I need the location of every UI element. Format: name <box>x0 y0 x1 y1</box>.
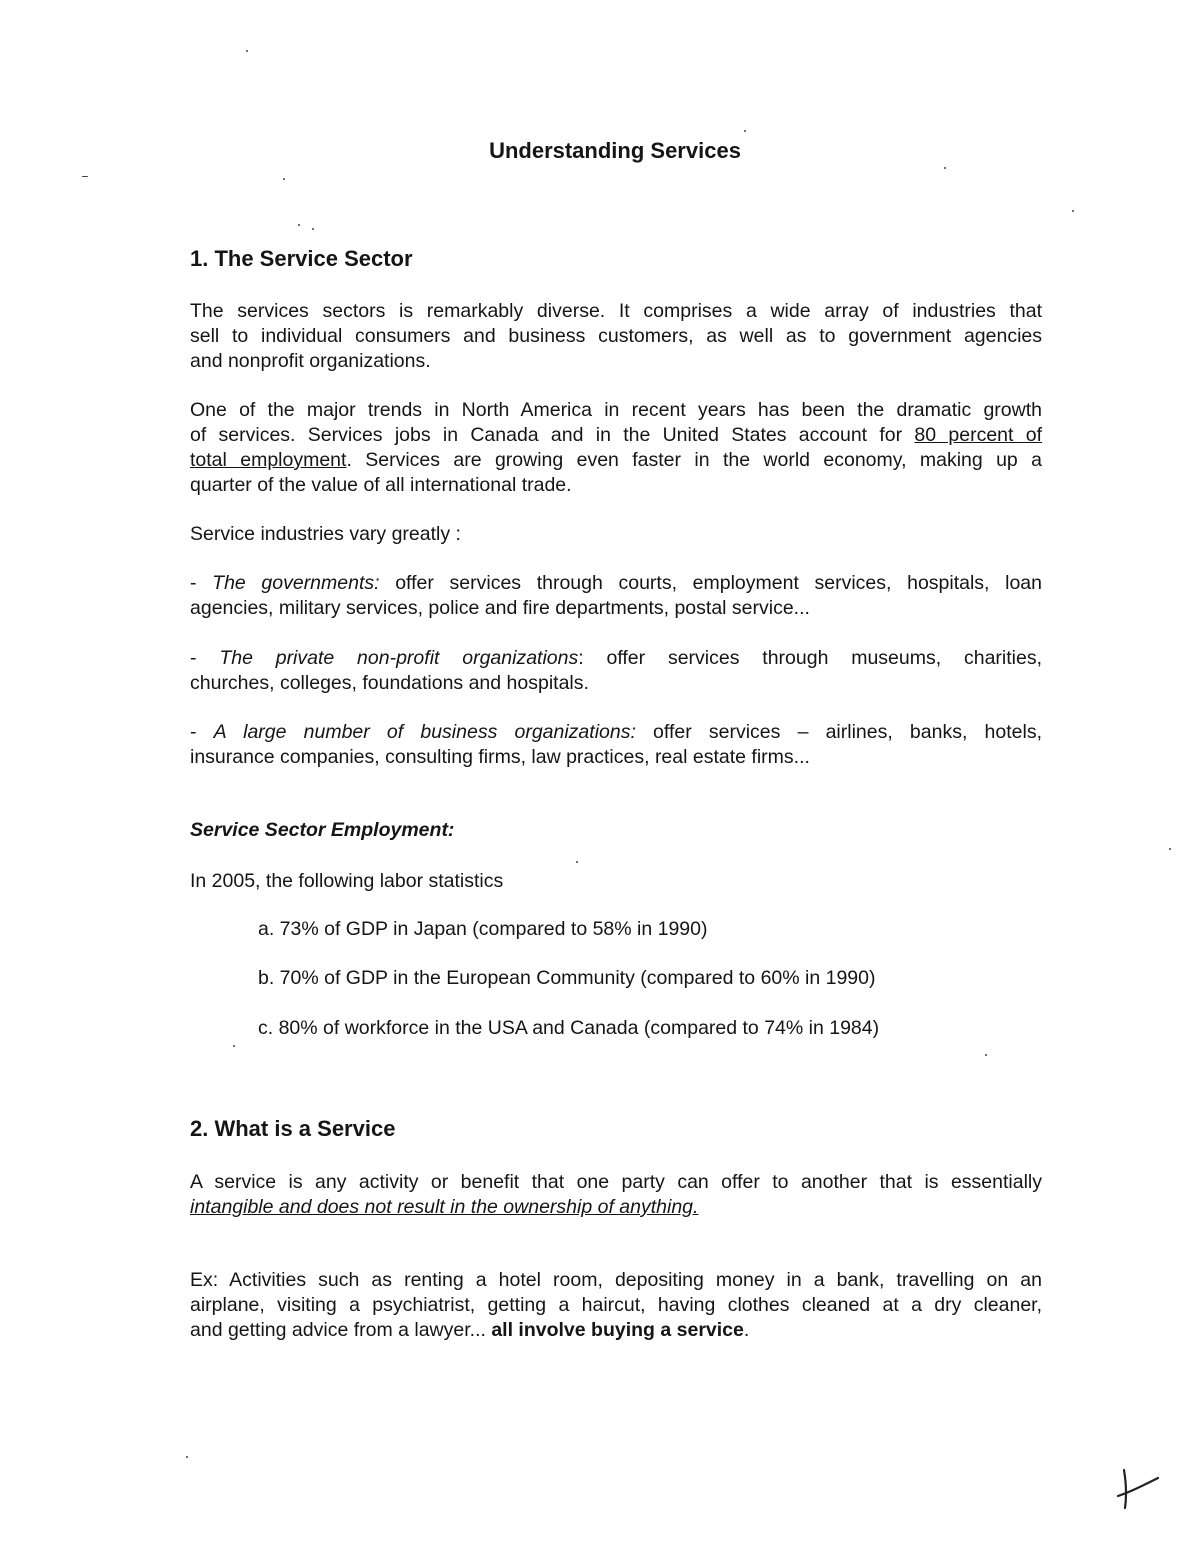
list-item: a. 73% of GDP in Japan (compared to 58% in 1990) <box>258 918 708 940</box>
text-line <box>190 1195 1042 1220</box>
bold-text: all involve buying a service <box>491 1319 744 1341</box>
text-segment: : offer services through museums, charities, <box>578 647 1042 669</box>
text-line <box>190 448 1042 473</box>
scan-speck <box>744 130 746 132</box>
paragraph-industries-vary: Service industries vary greatly : <box>190 523 461 545</box>
text-line: insurance companies, consulting firms, law practices, real estate firms... <box>190 746 810 768</box>
italic-lead: The private non-profit organizations <box>219 647 579 669</box>
text-segment: offer services – airlines, banks, hotels, <box>635 721 1042 743</box>
handwritten-checkmark <box>1112 1464 1162 1514</box>
text-line: quarter of the value of all international trade. <box>190 474 572 496</box>
paragraph-examples <box>190 1268 1042 1343</box>
list-item: c. 80% of workforce in the USA and Canada (compared to 74% in 1984) <box>258 1017 880 1039</box>
scan-speck <box>82 176 88 177</box>
paragraph-definition <box>190 1170 1042 1220</box>
text-line: - The governments: offer services through courts, employment services, hospitals, loan <box>190 572 1042 594</box>
page-title: Understanding Services <box>489 138 741 163</box>
text-line: churches, colleges, foundations and hospitals. <box>190 672 589 694</box>
scan-speck <box>944 167 946 169</box>
text-line: - The private non-profit organizations: offer services through museums, charities, <box>190 647 1042 669</box>
employment-intro: In 2005, the following labor statistics <box>190 870 504 892</box>
text-line: and nonprofit organizations. <box>190 350 431 372</box>
bullet-nonprofits <box>190 646 1042 696</box>
section-heading-service-sector: 1. The Service Sector <box>190 246 413 271</box>
text-line: sell to individual consumers and business customers, as well as to government agencies <box>190 325 1042 347</box>
scan-speck <box>298 224 300 226</box>
text-line: - A large number of business organizations: offer services – airlines, banks, hotels, <box>190 721 1042 743</box>
scan-speck <box>186 1456 188 1458</box>
text-segment: and getting advice from a lawyer... <box>190 1319 492 1341</box>
text-line: Ex: Activities such as renting a hotel room, depositing money in a bank, travelling on an <box>190 1269 1042 1291</box>
text-segment: . <box>743 1319 750 1341</box>
underlined-text: total employment <box>190 449 347 471</box>
text-line <box>190 423 1042 448</box>
text-line <box>190 1318 1042 1343</box>
scan-speck <box>576 861 578 863</box>
italic-lead: A large number of business organizations: <box>213 721 636 743</box>
bullet-governments <box>190 571 1042 621</box>
paragraph-trends <box>190 398 1042 498</box>
scan-speck <box>283 178 285 180</box>
text-line: A service is any activity or benefit that one party can offer to another that is essentially <box>190 1171 1042 1193</box>
scan-speck <box>985 1054 987 1056</box>
scan-speck <box>233 1045 235 1047</box>
italic-lead: The governments: <box>212 572 380 594</box>
scan-speck <box>246 50 248 52</box>
text-segment: . Services are growing even faster in the world economy, making up a <box>346 449 1042 471</box>
text-line: One of the major trends in North America in recent years has been the dramatic growth <box>190 399 1042 421</box>
underlined-text: 80 percent of <box>914 424 1042 446</box>
text-line: airplane, visiting a psychiatrist, getting a haircut, having clothes cleaned at a dry cleaner, <box>190 1294 1042 1316</box>
underlined-italic-text: intangible and does not result in the ownership of anything. <box>190 1196 699 1218</box>
text-segment: offer services through courts, employment services, hospitals, loan <box>379 572 1042 594</box>
paragraph-diversity <box>190 299 1042 374</box>
bullet-business <box>190 720 1042 770</box>
scan-speck <box>1169 848 1171 850</box>
list-item: b. 70% of GDP in the European Community (compared to 60% in 1990) <box>258 967 876 989</box>
text-segment: of services. Services jobs in Canada and in the United States account for <box>190 424 915 446</box>
scan-speck <box>1072 210 1074 212</box>
text-line: The services sectors is remarkably diverse. It comprises a wide array of industries that <box>190 300 1042 322</box>
scan-speck <box>312 228 314 230</box>
text-line: agencies, military services, police and fire departments, postal service... <box>190 597 810 619</box>
subheading-employment: Service Sector Employment: <box>190 819 455 841</box>
section-heading-what-is-service: 2. What is a Service <box>190 1116 396 1141</box>
